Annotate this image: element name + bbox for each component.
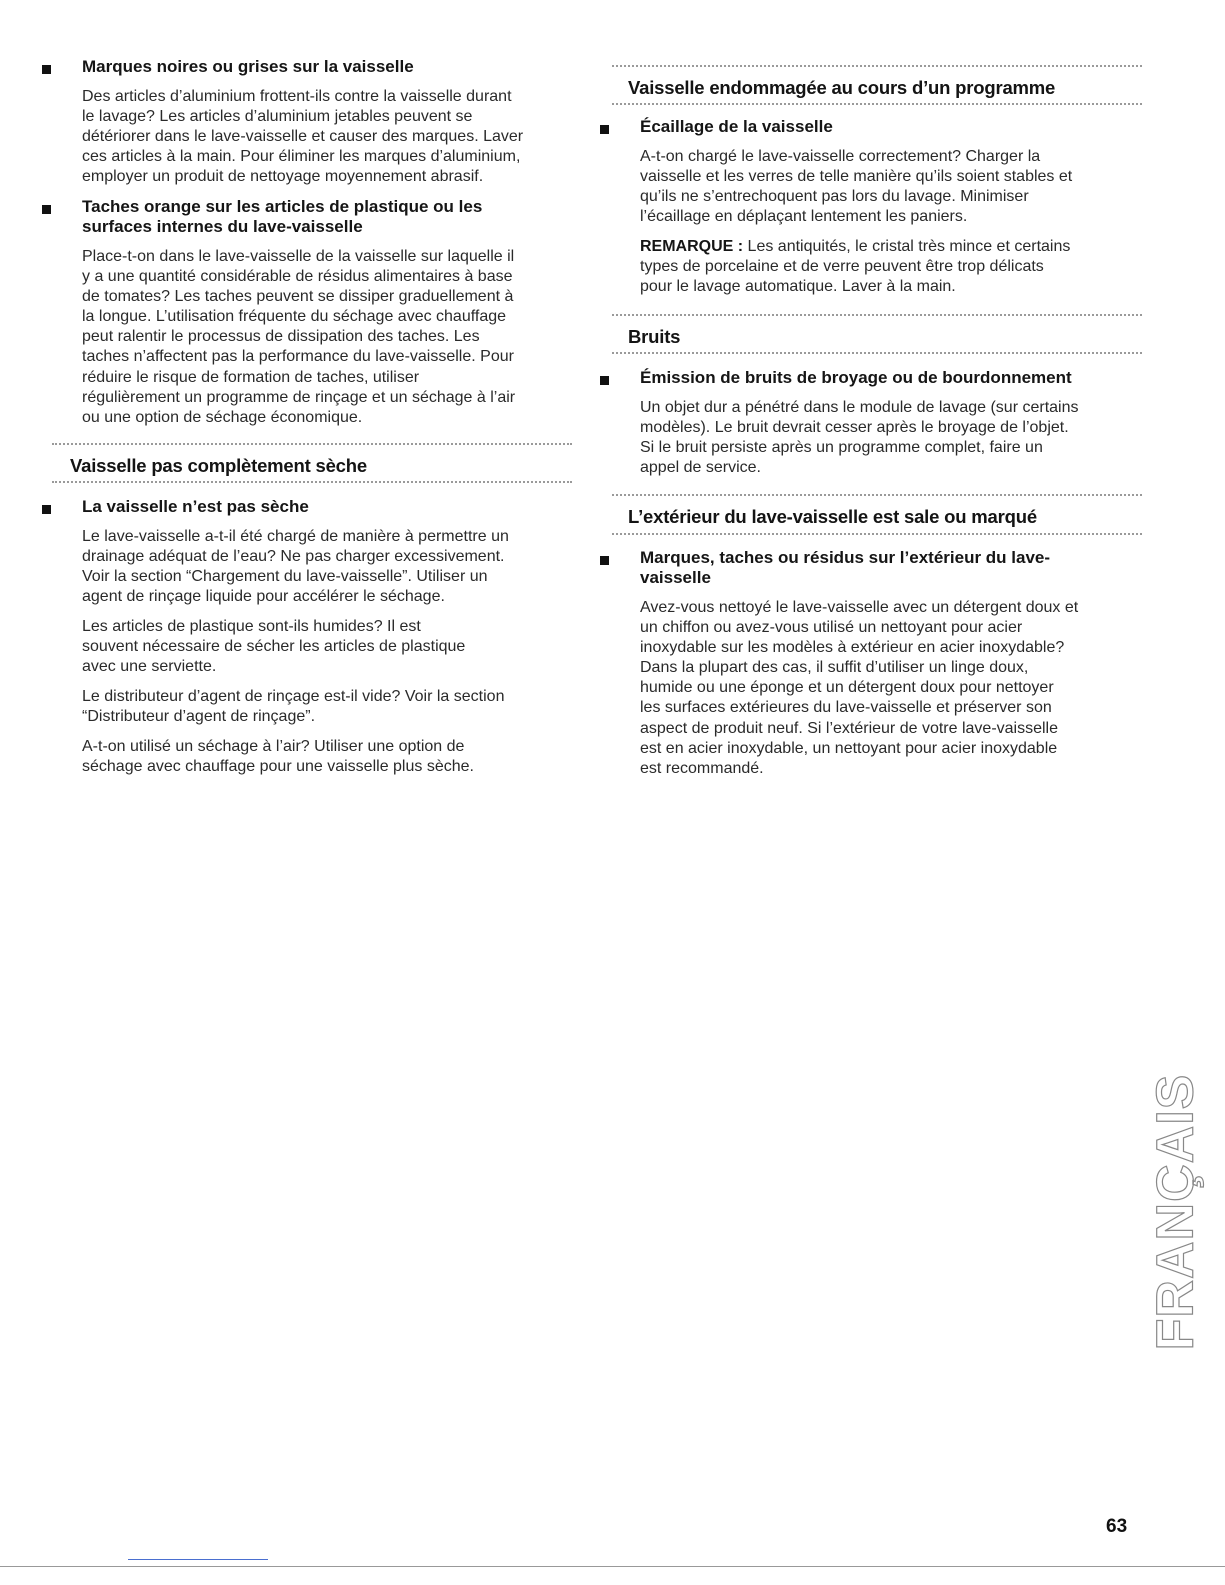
- item-body: Le lave-vaisselle a-t-il été chargé de manière à permettre un drainage adéquat de l’eau? Ne pas charger excessivement. Voir la section “Chargement du lave-vaisselle”. Utiliser un agent de rinçage liquide pour accélérer le séchage.: [82, 528, 509, 606]
- note: [640, 237, 1145, 297]
- item-title: vaisselle: [640, 568, 711, 587]
- item-title: La vaisselle n’est pas sèche: [82, 497, 309, 516]
- section-divider: [612, 352, 1142, 354]
- item-body: A-t-on chargé le lave-vaisselle correctement? Charger la vaisselle et les verres de telle manière qu’ils soient stables et qu’ils ne s’entrechoquent pas lors du lavage. Minimiser l’écaillage en déplaçant lentement les paniers.: [640, 148, 1073, 226]
- item-body: Place-t-on dans le lave-vaisselle de la vaisselle sur laquelle il y a une quantité considérable de résidus alimentaires à base de tomates? Les taches peuvent se dissiper graduellement à la longue. L’utilisation fréquente du séchage avec chauffage peut ralentir le processus de dissipation des taches. Les taches n’affectent pas la performance du lave-vaisselle. Pour réduire le risque de formation de taches, utiliser régulièrement un programme de rinçage et un séchage à l’air ou une option de séchage économique.: [82, 248, 516, 426]
- item-title: Marques, taches ou résidus sur l’extérieur du lave-: [640, 548, 1051, 567]
- item-body: Les articles de plastique sont-ils humides? Il est souvent nécessaire de sécher les articles de plastique avec une serviette.: [82, 618, 466, 676]
- item-body: Avez-vous nettoyé le lave-vaisselle avec un détergent doux et un chiffon ou avez-vous utilisé un nettoyant pour acier inoxydable sur les modèles à extérieur en acier inoxydable? Dans la plupart des cas, il suffit d’utiliser un linge doux, humide ou une éponge et un détergent doux pour nettoyer les surfaces extérieures du lave-vaisselle et préserver son aspect de produit neuf. Si l’extérieur de votre lave-vaisselle est en acier inoxydable, un nettoyant pour acier inoxydable est recommandé.: [640, 599, 1079, 777]
- section-divider: [52, 443, 572, 445]
- section-divider: [612, 103, 1142, 105]
- note-body: Les antiquités, le cristal très mince et certains types de porcelaine et de verre peuvent être trop délicats pour le lavage automatique. Laver à la main.: [640, 238, 1071, 296]
- bullet-icon: [600, 125, 609, 134]
- footer-accent-line: [128, 1559, 268, 1560]
- section-divider: [612, 65, 1142, 67]
- item-body: A-t-on utilisé un séchage à l’air? Utiliser une option de séchage avec chauffage pour une vaisselle plus sèche.: [82, 738, 474, 776]
- note-label: REMARQUE :: [640, 238, 744, 255]
- item-title: Émission de bruits de broyage ou de bourdonnement: [640, 368, 1072, 387]
- bullet-icon: [600, 556, 609, 565]
- item-body: Un objet dur a pénétré dans le module de lavage (sur certains modèles). Le bruit devrait cesser après le broyage de l’objet. Si le bruit persiste après un programme complet, faire un appel de service.: [640, 399, 1079, 477]
- section-divider: [612, 494, 1142, 496]
- item-title: Écaillage de la vaisselle: [640, 117, 833, 136]
- bullet-icon: [42, 505, 51, 514]
- section-heading: L’extérieur du lave-vaisselle est sale ou marqué: [628, 506, 1037, 527]
- page-number: 63: [1106, 1516, 1128, 1537]
- section-divider: [52, 481, 572, 483]
- item-title: surfaces internes du lave-vaisselle: [82, 217, 363, 236]
- language-side-tab: [1140, 1072, 1210, 1352]
- section-divider: [612, 533, 1142, 535]
- footer-line: [0, 1566, 1225, 1567]
- section-heading: Vaisselle endommagée au cours d’un programme: [628, 77, 1056, 98]
- bullet-icon: [600, 376, 609, 385]
- language-label: FRANÇAIS: [1146, 1073, 1205, 1351]
- item-body: Des articles d’aluminium frottent-ils contre la vaisselle durant le lavage? Les articles d’aluminium jetables peuvent se détériorer dans le lave-vaisselle et causer des marques. Laver ces articles à la main. Pour éliminer les marques d’aluminium, employer un produit de nettoyage moyennement abrasif.: [82, 88, 524, 186]
- item-title: Marques noires ou grises sur la vaisselle: [82, 57, 414, 76]
- item-title: Taches orange sur les articles de plastique ou les: [82, 197, 483, 216]
- bullet-icon: [42, 205, 51, 214]
- section-heading: Bruits: [628, 326, 681, 347]
- bullet-icon: [42, 65, 51, 74]
- item-body: Le distributeur d’agent de rinçage est-il vide? Voir la section “Distributeur d’agent de rinçage”.: [82, 688, 505, 726]
- section-divider: [612, 314, 1142, 316]
- section-heading: Vaisselle pas complètement sèche: [70, 455, 367, 476]
